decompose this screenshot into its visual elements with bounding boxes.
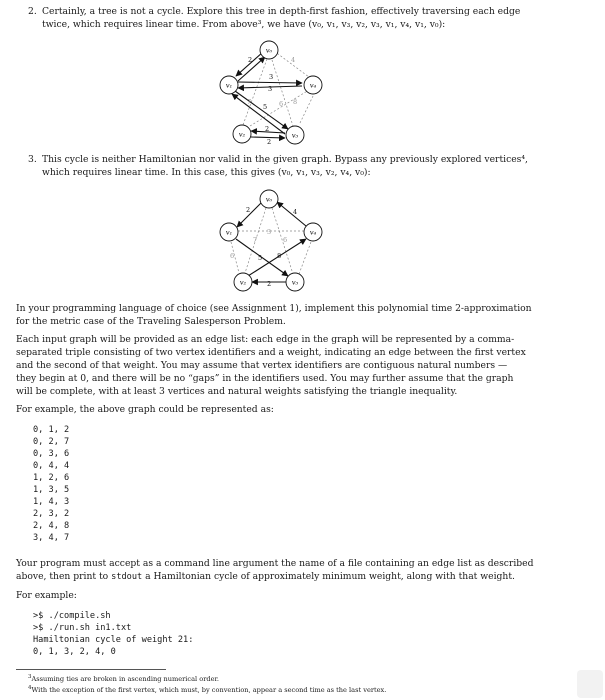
graph-1-vertex-label: v₃ bbox=[291, 131, 299, 140]
para-1-line-1: In your programming language of choice (see Assignment 1), implement this polynomial time 2-approximation bbox=[16, 303, 532, 314]
footnote-4 bbox=[28, 684, 386, 695]
para-3: For example, the above graph could be represented as: bbox=[16, 404, 274, 415]
graph-2-edge-label: 6 bbox=[283, 236, 288, 244]
footnote-3-mark: 3 bbox=[28, 674, 32, 680]
edge-list-line: 3, 4, 7 bbox=[33, 533, 70, 543]
edge-list-line: 2, 4, 8 bbox=[33, 521, 70, 531]
graph-2-vertex-label: v₄ bbox=[309, 228, 317, 237]
graph-1-vertex-label: v₁ bbox=[225, 81, 233, 90]
graph-1-vertex-label: v₄ bbox=[309, 81, 317, 90]
para-2-line-3: and the second of that weight. You may assume that vertex identifiers are contiguous natural numbers — bbox=[16, 360, 508, 371]
para-2-line-4: they begin at 0, and there will be no “gaps” in the identifiers used. You may further assume that the graph bbox=[16, 373, 514, 384]
graph-2-vertex-label: v₁ bbox=[225, 228, 233, 237]
item-3-number: 3. bbox=[28, 154, 37, 165]
graph-1-arrow-v1-v3 bbox=[235, 91, 288, 129]
terminal-line: Hamiltonian cycle of weight 21: bbox=[33, 635, 194, 645]
graph-2-edge-label: 5 bbox=[258, 254, 263, 262]
graph-2-vertex-label: v₂ bbox=[239, 278, 247, 287]
edge-list-line: 1, 3, 5 bbox=[33, 485, 70, 495]
para-2-line-1: Each input graph will be provided as an edge list: each edge in the graph will be represented by a comma- bbox=[16, 334, 515, 345]
edge-list-line: 1, 2, 6 bbox=[33, 473, 70, 483]
footnote-4-text: With the exception of the first vertex, which must, by convention, appear a second time as the last vertex. bbox=[31, 686, 387, 695]
footnote-3 bbox=[28, 673, 219, 684]
graph-1-vertex-label: v₀ bbox=[265, 46, 273, 55]
graph-2-diagram bbox=[205, 186, 330, 296]
edge-list-line: 0, 4, 4 bbox=[33, 461, 70, 471]
stdout-code: stdout bbox=[111, 572, 143, 582]
edge-list-line: 0, 3, 6 bbox=[33, 449, 70, 459]
graph-1-edge-label: 2 bbox=[265, 125, 270, 133]
graph-1-diagram bbox=[205, 38, 330, 148]
item-3-line-1: This cycle is neither Hamiltonian nor valid in the given graph. Bypass any previously explored vertices⁴, bbox=[42, 154, 528, 165]
graph-1-arrow-v1-v4 bbox=[238, 82, 302, 83]
graph-2-edge-label: 3 bbox=[267, 228, 272, 236]
para-4-line-2-pre: above, then print to bbox=[16, 571, 112, 582]
para-4-line-2 bbox=[16, 571, 515, 584]
graph-2-edge-v3-v4 bbox=[299, 242, 311, 274]
graph-1-vertex-label: v₂ bbox=[238, 130, 246, 139]
para-2-line-2: separated triple consisting of two vertex identifiers and a weight, indicating an edge between the first vertex bbox=[16, 347, 526, 358]
scrollbar-thumb[interactable] bbox=[577, 670, 603, 698]
graph-2-edge-label: 4 bbox=[293, 208, 298, 216]
para-2-line-5: will be complete, with at least 3 vertices and natural weights satisfying the triangle inequality. bbox=[16, 386, 458, 397]
graph-1-edge-label: 3 bbox=[268, 85, 273, 93]
graph-1-edge-label: 3 bbox=[269, 73, 274, 81]
para-5: For example: bbox=[16, 590, 77, 601]
edge-list-line: 2, 3, 2 bbox=[33, 509, 70, 519]
graph-1-edge-v0-v3 bbox=[272, 60, 293, 126]
edge-list-line: 1, 4, 3 bbox=[33, 497, 70, 507]
graph-1-edge-label: 2 bbox=[248, 56, 253, 64]
graph-2-vertex-label: v₃ bbox=[291, 278, 299, 287]
item-2-line-1: Certainly, a tree is not a cycle. Explore this tree in depth-first fashion, effectively traversing each edge bbox=[42, 6, 521, 17]
graph-1-edge-label: 2 bbox=[267, 138, 272, 146]
para-4-line-1: Your program must accept as a command line argument the name of a file containing an edge list as described bbox=[16, 558, 534, 569]
graph-2-edge-label: 2 bbox=[246, 206, 251, 214]
footnote-3-text: Assuming ties are broken in ascending numerical order. bbox=[31, 675, 220, 684]
para-4-line-2-post: a Hamiltonian cycle of approximately minimum weight, along with that weight. bbox=[142, 571, 515, 582]
edge-list-line: 0, 1, 2 bbox=[33, 425, 70, 435]
item-2-line-2: twice, which requires linear time. From above³, we have (v₀, v₁, v₃, v₂, v₃, v₁, v₄, v₁, v₀): bbox=[42, 19, 446, 30]
graph-1-edge-label: 5 bbox=[263, 103, 268, 111]
graph-2-edge-label: 8 bbox=[277, 252, 282, 260]
graph-1-edge-label: 7 bbox=[247, 98, 252, 106]
graph-1-edge-label: 4 bbox=[291, 56, 296, 64]
terminal-line: >$ ./run.sh in1.txt bbox=[33, 623, 132, 633]
graph-2-vertex-label: v₀ bbox=[265, 195, 273, 204]
graph-2-arrow-v4-v0 bbox=[277, 202, 306, 226]
graph-2-edge-label: 2 bbox=[267, 280, 272, 288]
footnote-4-mark: 4 bbox=[28, 685, 32, 691]
terminal-line: >$ ./compile.sh bbox=[33, 611, 111, 621]
graph-1-edge-label: 6 bbox=[279, 100, 284, 108]
graph-1-edge-label: 8 bbox=[293, 98, 298, 106]
terminal-line: 0, 1, 3, 2, 4, 0 bbox=[33, 647, 116, 657]
para-1-line-2: for the metric case of the Traveling Salesperson Problem. bbox=[16, 316, 286, 327]
item-3-line-2: which requires linear time. In this case, this gives (v₀, v₁, v₃, v₂, v₄, v₀): bbox=[42, 167, 371, 178]
edge-list-line: 0, 2, 7 bbox=[33, 437, 70, 447]
item-2-number: 2. bbox=[28, 6, 37, 17]
graph-1-edge-v3-v4 bbox=[300, 94, 314, 123]
graph-2-edge-label: 6 bbox=[230, 252, 235, 260]
graph-2-edge-label: 7 bbox=[253, 236, 258, 244]
graph-1-edge-v0-v2 bbox=[243, 59, 267, 125]
footnote-rule bbox=[16, 669, 166, 670]
